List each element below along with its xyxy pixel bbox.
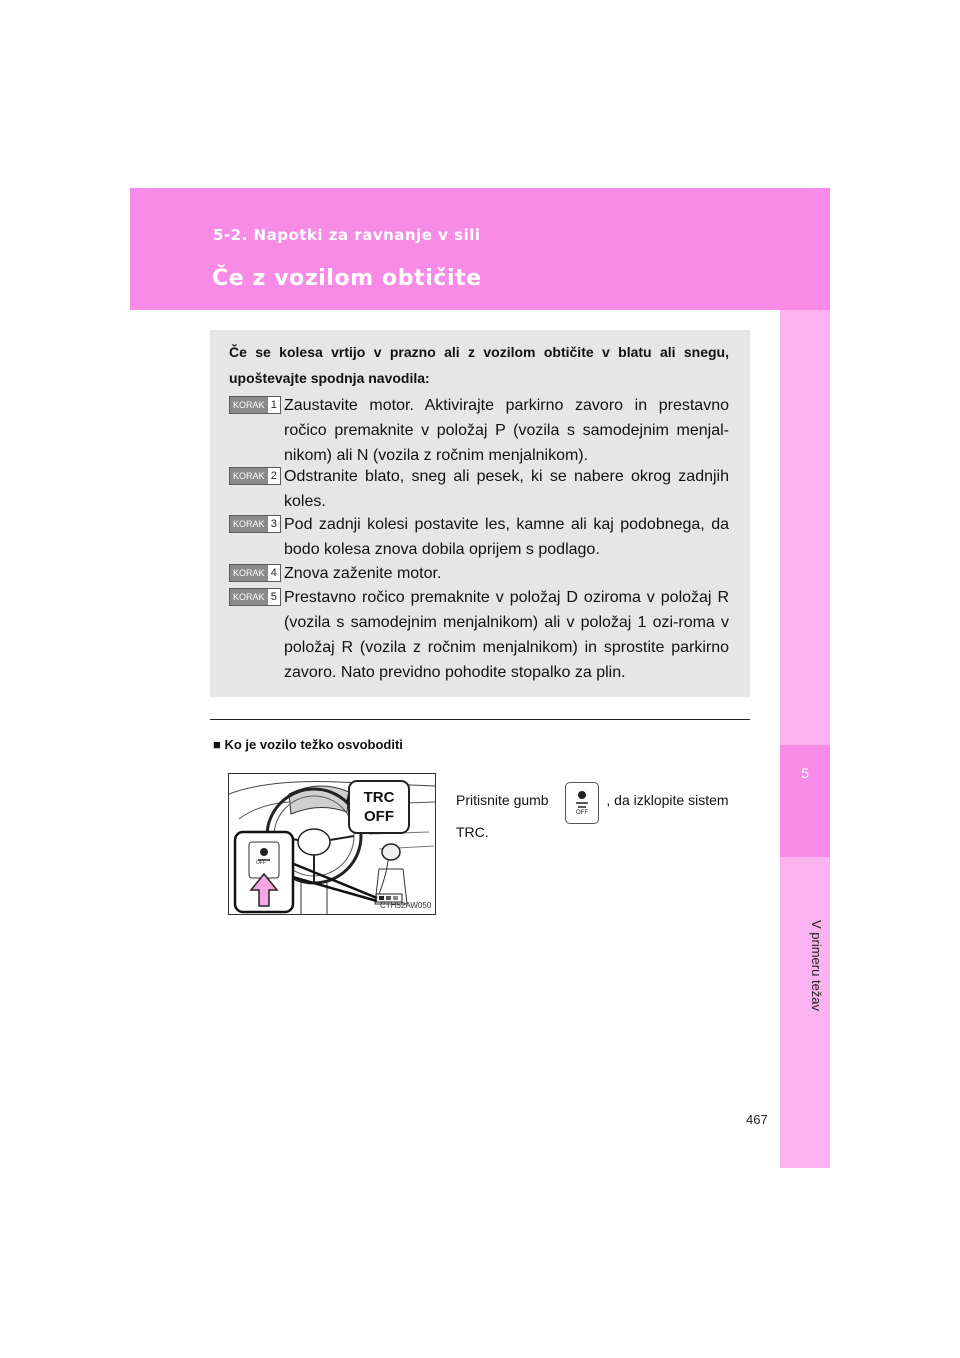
description-line1	[456, 792, 746, 808]
section-divider	[210, 719, 750, 720]
step-badge-label: KORAK	[230, 565, 268, 581]
step-text: Prestavno ročico premaknite v položaj D oziroma v položaj R (vozila s samodejnim menjalnikom) ali v položaj 1 ozi-roma v položaj R (vozila z ročnim menjalnikom) in sprostite parkirno zavoro. Nato previdno pohodite stopalko za plin.	[284, 589, 729, 681]
step-badge-label: KORAK	[230, 468, 268, 484]
section-label: 5-2. Napotki za ravnanje v sili	[213, 226, 481, 244]
description-part2: , da izklopite sistem	[606, 792, 729, 808]
page-title: Če z vozilom obtičite	[212, 266, 482, 291]
step-badge	[229, 396, 281, 414]
step-badge-number: 1	[270, 399, 277, 411]
header-band	[130, 188, 830, 310]
chapter-tab-marker	[780, 745, 830, 857]
trc-off-callout-line2: OFF	[364, 808, 394, 825]
page-number: 467	[746, 1112, 768, 1127]
step-text: Zaustavite motor. Aktivirajte parkirno zavoro in prestavno ročico premaknite v položaj P (vozila s samodejnim menjal-nikom) ali N (vozila z ročnim menjalnikom).	[284, 397, 729, 464]
bullet-icon: ■	[213, 737, 221, 752]
trc-off-button-icon	[565, 782, 599, 824]
intro-text: Če se kolesa vrtijo v prazno ali z vozilom obtičite v blatu ali snegu, upoštevajte spodnja navodila:	[229, 344, 729, 386]
step-badge-number: 2	[270, 470, 277, 482]
step-badge	[229, 564, 281, 582]
chapter-number: 5	[801, 765, 809, 781]
description-line2: TRC.	[456, 824, 489, 840]
step-badge-label: KORAK	[230, 589, 268, 605]
trc-off-callout	[348, 780, 410, 834]
trc-off-callout-line1: TRC	[363, 789, 395, 806]
step-text: Odstranite blato, sneg ali pesek, ki se nabere okrog zadnjih koles.	[284, 468, 729, 510]
chapter-title: V primeru težav	[809, 920, 824, 1012]
step-badge	[229, 467, 281, 485]
button-inset-label: OFF	[256, 860, 266, 866]
description-part1: Pritisnite gumb	[456, 792, 549, 808]
figure-code: CTH52AW050	[380, 901, 432, 910]
trc-off-icon	[566, 783, 598, 823]
trc-off-button-label: OFF	[576, 810, 588, 816]
subsection-heading	[213, 737, 403, 752]
step-badge-number: 3	[270, 518, 277, 530]
subsection-heading-text: Ko je vozilo težko osvoboditi	[224, 737, 403, 752]
step-badge	[229, 515, 281, 533]
step-badge-number: 4	[270, 567, 277, 579]
step-text: Znova zaženite motor.	[284, 565, 442, 582]
step-badge-number: 5	[270, 591, 277, 603]
step-badge	[229, 588, 281, 606]
step-badge-label: KORAK	[230, 397, 268, 413]
step-text: Pod zadnji kolesi postavite les, kamne ali kaj podobnega, da bodo kolesa znova dobila oprijem s podlago.	[284, 516, 729, 558]
step-badge-label: KORAK	[230, 516, 268, 532]
